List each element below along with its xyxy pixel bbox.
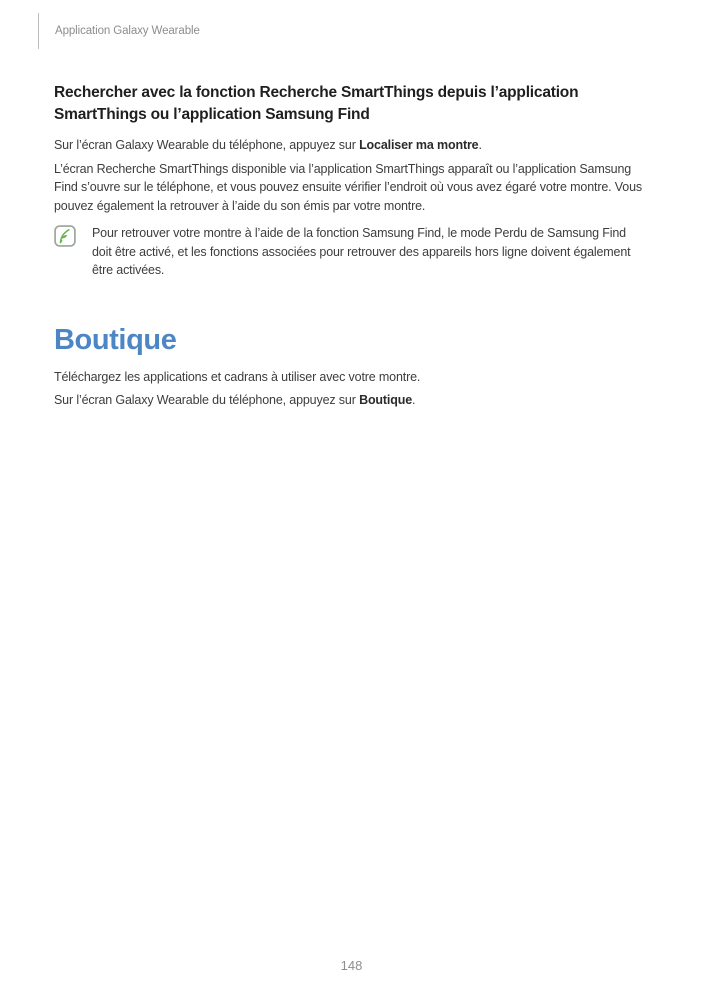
paragraph-localiser-suffix: . <box>478 138 482 152</box>
menu-label-boutique: Boutique <box>359 393 413 407</box>
note-text: Pour retrouver votre montre à l’aide de la fonction Samsung Find, le mode Perdu de Samsung Find doit être activé, et les fonctions associées pour retrouver des appareils hors ligne doivent également être activées. <box>92 226 631 277</box>
menu-label-localiser-ma-montre: Localiser ma montre <box>359 138 479 152</box>
section-title-find-smartthings: Rechercher avec la fonction Recherche SmartThings depuis l’application SmartThings ou l’application Samsung Find <box>54 84 579 123</box>
chapter-breadcrumb: Application Galaxy Wearable <box>55 25 200 37</box>
paragraph-telecharger: Téléchargez les applications et cadrans à utiliser avec votre montre. <box>54 369 421 384</box>
paragraph-localiser <box>54 136 648 155</box>
page-footer <box>0 957 703 975</box>
paragraph-boutique-suffix: . <box>412 393 416 407</box>
section-title-boutique: Boutique <box>54 323 177 356</box>
note-icon <box>54 225 76 247</box>
page-content <box>54 0 648 410</box>
paragraph-boutique-prefix: Sur l’écran Galaxy Wearable du téléphone, appuyez sur <box>54 393 360 407</box>
paragraph-localiser-prefix: Sur l’écran Galaxy Wearable du téléphone, appuyez sur <box>54 138 360 152</box>
page-number: 148 <box>340 958 363 973</box>
paragraph-smartthings-screen: L’écran Recherche SmartThings disponible via l’application SmartThings apparaît ou l’application Samsung Find s’ouvre sur le téléphone, et vous pouvez ensuite vérifier l’endroit où vous avez égaré votre montre. Vous pouvez également la retrouver à l’aide du son émis par votre montre. <box>54 161 643 213</box>
note-block <box>54 224 648 280</box>
paragraph-boutique <box>54 391 648 410</box>
